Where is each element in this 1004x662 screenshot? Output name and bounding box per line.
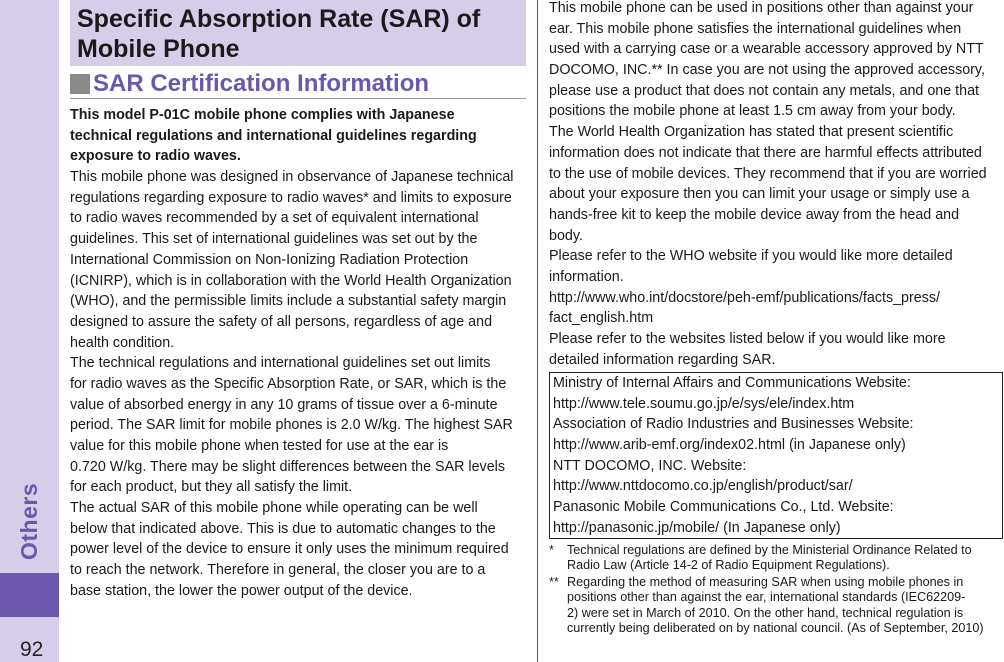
websites-list [553,373,914,539]
website-line: http://www.arib-emf.org/index02.html (in Japanese only) [553,437,906,454]
page-number: 92 [20,638,44,661]
right-column [549,0,987,370]
website-line: http://www.nttdocomo.co.jp/english/product/sar/ [553,478,853,495]
text-line: information does not indicate that there are harmful effects attributed [549,144,982,161]
website-line: Ministry of Internal Affairs and Communications Website: [553,375,911,391]
text-line: The World Health Organization has stated that present scientific [549,124,954,141]
text-line: value for this mobile phone when tested for use at the ear is [70,438,449,454]
text-line: health condition. [70,334,175,351]
footnote-text [567,543,972,574]
website-line: Panasonic Mobile Communications Co., Ltd. Website: [553,499,894,516]
text-line: base station, the lower the power output of the device. [70,582,413,599]
text-line: The technical regulations and international guidelines set out limits [70,355,491,372]
text-line: for each product, but they all satisfy the limit. [70,479,353,496]
text-line: please use a product that does not contain any metals, and one that [549,82,979,99]
footnote-mark: * [549,543,554,557]
text-line: Please refer to the WHO website if you would like more detailed [549,248,953,265]
intro-paragraph [70,105,513,167]
text-line: regulations regarding exposure to radio waves* and limits to exposure [70,189,512,206]
footnote-line: positions other than against the ear, international standards (IEC62209- [567,590,966,605]
section-heading [70,70,429,98]
text-line: body. [549,227,583,244]
text-line: ear. This mobile phone satisfies the international guidelines when [549,20,962,37]
website-line: http://www.tele.soumu.go.jp/e/sys/ele/index.htm [553,395,855,412]
section-tab-strip [0,0,59,662]
text-line: (WHO), and the permissible limits include a substantial safety margin [70,293,507,310]
footnote-line: Regarding the method of measuring SAR when using mobile phones in [567,574,964,589]
section-label: Others [16,482,42,560]
footnote-line: currently being deliberated on by national council. (As of September, 2010) [567,621,984,636]
title-line: Mobile Phone [77,35,240,63]
website-line: Association of Radio Industries and Businesses Website: [553,416,914,433]
footnotes [549,543,984,637]
text-line: designed to assure the safety of all persons, regardless of age and [70,313,493,330]
text-line: This mobile phone can be used in positions other than against your [549,0,974,16]
footnote [549,575,984,637]
section-heading-text: SAR Certification Information [93,70,430,97]
text-line: period. The SAR limit for mobile phones is 2.0 W/kg. The highest SAR [70,417,513,434]
section-tab-marker [0,573,59,617]
text-line: The actual SAR of this mobile phone while operating can be well [70,500,478,517]
text-line: power level of the device to ensure it only uses the minimum required [70,541,509,558]
footnote-line: 2) were set in March of 2010. On the other hand, technical regulation is [567,605,964,620]
text-line: to radio waves recommended by a set of equivalent international [70,210,479,227]
text-line: for radio waves as the Specific Absorption Rate, or SAR, which is the [70,375,507,392]
text-line: information. [549,268,624,285]
left-body-text [70,167,513,601]
intro-line: technical regulations and international guidelines regarding [70,127,477,144]
intro-line: This model P-01C mobile phone complies with Japanese [70,107,455,123]
footnote-text [567,575,984,637]
text-line: 0.720 W/kg. There may be slight differences between the SAR levels [70,458,505,475]
text-line: Please refer to the websites listed below if you would like more [549,331,946,347]
page-title [77,4,480,64]
text-line: fact_english.htm [549,310,654,327]
text-line: about your exposure then you can limit your usage or simply use a [549,186,970,203]
text-line: to reach the network. Therefore in general, the closer you are to a [70,562,486,579]
text-line: hands-free kit to keep the mobile device away from the head and [549,206,960,223]
footnote-mark: ** [549,574,559,589]
footnote-line: Technical regulations are defined by the Ministerial Ordinance Related to [567,543,972,557]
square-bullet-icon [70,74,90,94]
text-line: used with a carrying case or a wearable accessory approved by NTT [549,41,984,58]
heading-rule [70,98,526,99]
left-column [70,105,513,602]
intro-line: exposure to radio waves. [70,148,241,165]
text-line: (ICNIRP), which is in collaboration with the World Health Organization [70,272,512,289]
text-line: positions the mobile phone at least 1.5 cm away from your body. [549,103,956,120]
text-line: below that indicated above. This is due to automatic changes to the [70,520,496,537]
text-line: value of absorbed energy in any 10 grams of tissue over a 6-minute [70,396,498,413]
footnote [549,543,984,574]
text-line: http://www.who.int/docstore/peh-emf/publications/facts_press/ [549,289,940,306]
text-line: detailed information regarding SAR. [549,351,776,368]
text-line: DOCOMO, INC.** In case you are not using the approved accessory, [549,62,985,79]
column-divider [537,0,538,662]
website-line: http://panasonic.jp/mobile/ (In Japanese only) [553,519,841,536]
website-line: NTT DOCOMO, INC. Website: [553,457,747,474]
text-line: This mobile phone was designed in observance of Japanese technical [70,169,514,186]
footnote-line: Radio Law (Article 14-2 of Radio Equipment Regulations). [567,558,890,573]
text-line: guidelines. This set of international guidelines was set out by the [70,231,478,248]
text-line: to the use of mobile devices. They recommend that if you are worried [549,165,987,182]
text-line: International Commission on Non-Ionizing Radiation Protection [70,251,469,268]
title-line: Specific Absorption Rate (SAR) of [77,5,481,33]
